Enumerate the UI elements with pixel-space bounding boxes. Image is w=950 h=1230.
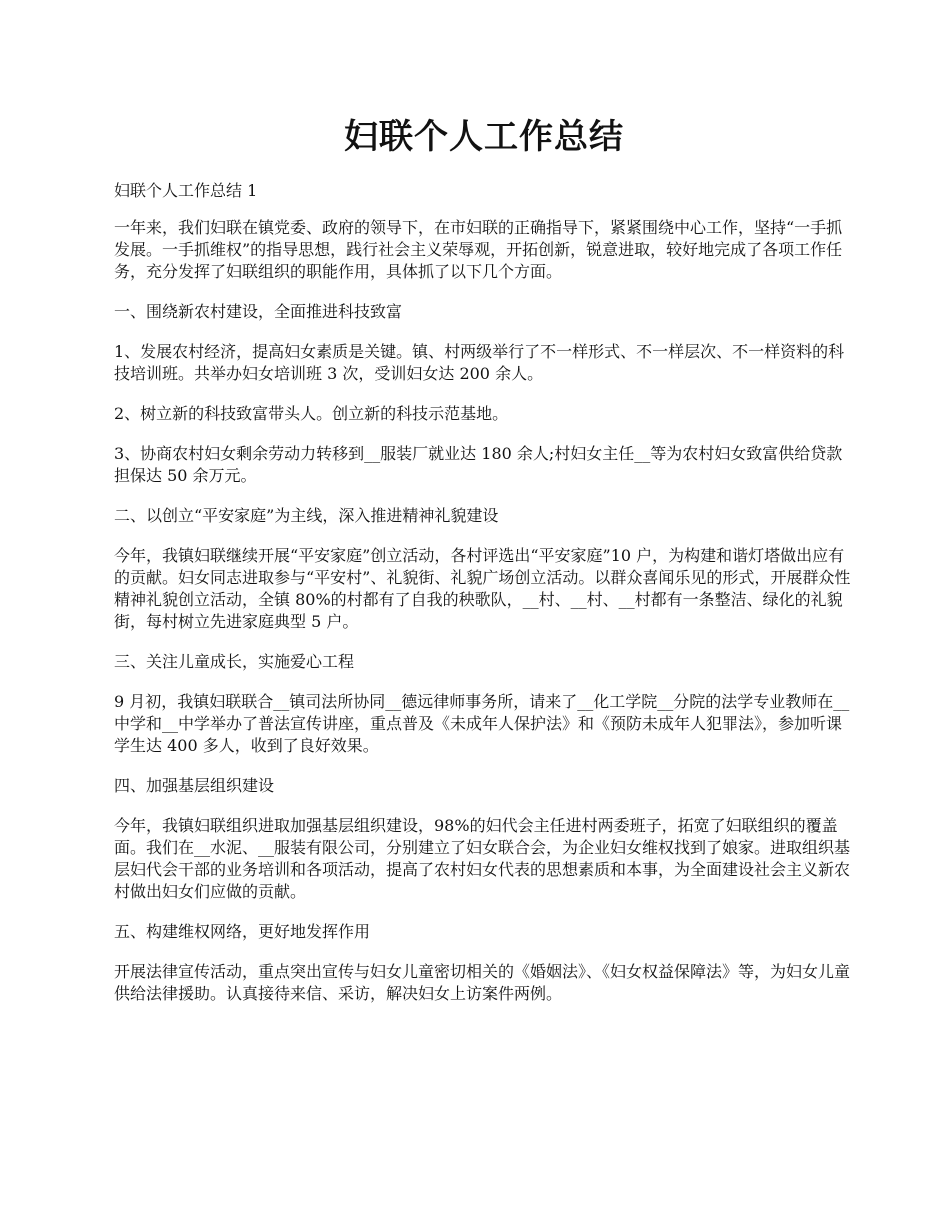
paragraph-2: 今年，我镇妇联继续开展“平安家庭”创立活动，各村评选出“平安家庭”10 户，为构建和谐灯塔做出应有的贡献。妇女同志进取参与“平安村”、礼貌街、礼貌广场创立活动。以群众喜闻乐见的形式，开展群众性精神礼貌创立活动，全镇 80%的村都有了自我的秧歌队，__村、__村、__村都有一条整洁、绿化的礼貌街，每村树立先进家庭典型 5 户。 [114, 546, 851, 631]
paragraph-1-3: 3、协商农村妇女剩余劳动力转移到__服装厂就业达 180 余人;村妇女主任__等为农村妇女致富供给贷款担保达 50 余万元。 [114, 444, 843, 485]
section-heading-3: 三、关注儿童成长，实施爱心工程 [114, 652, 355, 671]
paragraph-1-1: 1、发展农村经济，提高妇女素质是关键。镇、村两级举行了不一样形式、不一样层次、不一样资料的科技培训班。共举办妇女培训班 3 次，受训妇女达 200 余人。 [114, 342, 845, 383]
document-page [114, 112, 854, 1023]
paragraph-1-2: 2、树立新的科技致富带头人。创立新的科技示范基地。 [114, 404, 509, 423]
section-heading-1: 一、围绕新农村建设，全面推进科技致富 [114, 302, 403, 321]
document-subtitle: 妇联个人工作总结 1 [114, 181, 258, 200]
section-heading-2: 二、以创立“平安家庭”为主线，深入推进精神礼貌建设 [114, 506, 499, 525]
paragraph-5: 开展法律宣传活动，重点突出宣传与妇女儿童密切相关的《婚姻法》、《妇女权益保障法》等，为妇女儿童供给法律援助。认真接待来信、采访，解决妇女上访案件两例。 [114, 962, 851, 1003]
paragraph-4: 今年，我镇妇联组织进取加强基层组织建设，98%的妇代会主任进村两委班子，拓宽了妇联组织的覆盖面。我们在__水泥、__服装有限公司，分别建立了妇女联合会，为企业妇女维权找到了娘家。进取组织基层妇代会干部的业务培训和各项活动，提高了农村妇女代表的思想素质和本事，为全面建设社会主义新农村做出妇女们应做的贡献。 [114, 816, 851, 901]
paragraph-3: 9 月初，我镇妇联联合__镇司法所协同__德远律师事务所，请来了__化工学院__分院的法学专业教师在__中学和__中学举办了普法宣传讲座，重点普及《未成年人保护法》和《预防未成年人犯罪法》，参加听课学生达 400 多人，收到了良好效果。 [114, 692, 850, 755]
document-title: 妇联个人工作总结 [344, 117, 624, 157]
section-heading-5: 五、构建维权网络，更好地发挥作用 [114, 922, 371, 941]
section-heading-4: 四、加强基层组织建设 [114, 776, 275, 795]
intro-paragraph: 一年来，我们妇联在镇党委、政府的领导下，在市妇联的正确指导下，紧紧围绕中心工作，坚持“一手抓发展。一手抓维权”的指导思想，践行社会主义荣辱观，开拓创新，锐意进取，较好地完成了各项工作任务，充分发挥了妇联组织的职能作用，具体抓了以下几个方面。 [114, 218, 843, 281]
